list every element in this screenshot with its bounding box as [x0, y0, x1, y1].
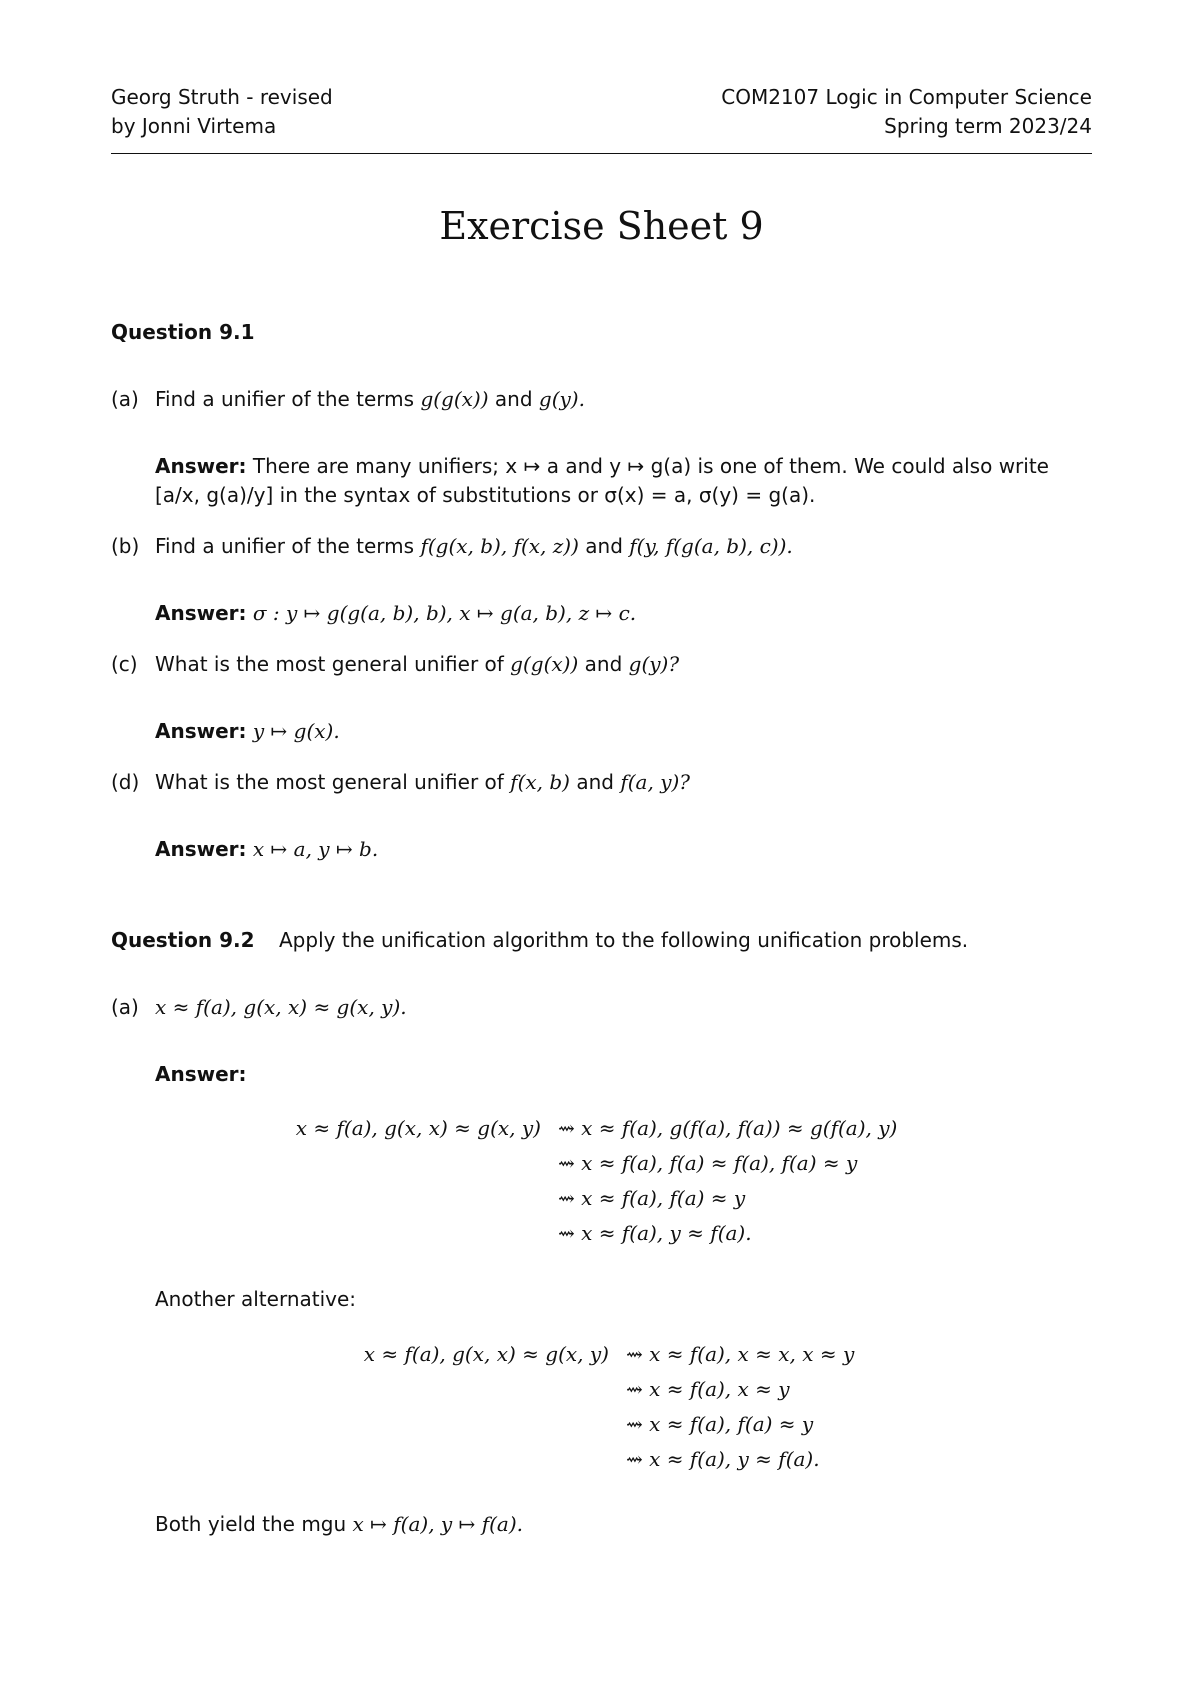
derivation-step: ⇝ x ≈ f(a), f(a) ≈ f(a), f(a) ≈ y: [558, 1151, 858, 1175]
page-title: Exercise Sheet 9: [439, 204, 764, 248]
math-term: f(x, b): [510, 770, 570, 794]
part-label: (d): [111, 770, 140, 794]
header-reviser: by Jonni Virtema: [111, 114, 277, 138]
answer-text-line1: There are many unifiers; x ↦ a and y ↦ g(a) is one of them. We could also write: [252, 454, 1049, 478]
connector-text: and: [576, 770, 614, 794]
conclusion-math: x ↦ f(a), y ↦ f(a).: [352, 1512, 523, 1536]
derivation-step: ⇝ x ≈ f(a), g(f(a), f(a)) ≈ g(f(a), y): [558, 1116, 898, 1140]
answer-label: Answer:: [155, 719, 247, 743]
question-9-1-title: Question 9.1: [111, 320, 255, 344]
connector-text: and: [584, 652, 623, 676]
conclusion-text: Both yield the mgu: [155, 1512, 347, 1536]
part-label: (a): [111, 995, 139, 1019]
connector-text: and: [494, 387, 533, 411]
math-term: f(y, f(g(a, b), c)).: [629, 534, 793, 558]
conclusion: [155, 1510, 523, 1539]
header-right: [721, 83, 1092, 141]
answer-label: Answer:: [155, 601, 247, 625]
q1-part-d: [111, 768, 690, 797]
answer-math: σ : y ↦ g(g(a, b), b), x ↦ g(a, b), z ↦ c.: [252, 601, 637, 625]
q1-part-a: [111, 385, 585, 414]
part-prompt: Find a unifier of the terms: [155, 534, 415, 558]
answer-label: Answer:: [155, 837, 247, 861]
math-problem: x ≈ f(a), g(x, x) ≈ g(x, y).: [155, 995, 407, 1019]
derivation-step: ⇝ x ≈ f(a), f(a) ≈ y: [558, 1186, 746, 1210]
q1-part-d-answer: [155, 835, 1091, 864]
q1-part-a-answer: [155, 452, 1091, 510]
part-prompt: What is the most general unifier of: [155, 770, 504, 794]
alternative-label: Another alternative:: [155, 1287, 357, 1311]
answer-math: y ↦ g(x).: [252, 719, 340, 743]
derivation-lhs: x ≈ f(a), g(x, x) ≈ g(x, y): [295, 1116, 541, 1140]
answer-label: Answer:: [155, 1062, 247, 1086]
derivation-lhs: x ≈ f(a), g(x, x) ≈ g(x, y): [363, 1342, 609, 1366]
header-term: Spring term 2023/24: [884, 114, 1092, 138]
answer-text-line2: [a/x, g(a)/y] in the syntax of substitutions or σ(x) = a, σ(y) = g(a).: [155, 483, 816, 507]
q2-part-a-answer-label: [155, 1060, 247, 1089]
math-term: g(y)?: [628, 652, 680, 676]
q1-part-b-answer: [155, 599, 1091, 628]
question-9-2-title: Question 9.2: [111, 928, 255, 952]
part-label: (c): [111, 652, 138, 676]
derivation-step: ⇝ x ≈ f(a), y ≈ f(a).: [558, 1221, 752, 1245]
math-term: f(a, y)?: [620, 770, 691, 794]
q1-part-b: [111, 532, 793, 561]
math-term: g(g(x)): [510, 652, 579, 676]
header-course: COM2107 Logic in Computer Science: [721, 85, 1092, 109]
header-left: [111, 83, 333, 141]
math-term: f(g(x, b), f(x, z)): [420, 534, 579, 558]
part-label: (b): [111, 534, 140, 558]
q2-part-a: [111, 993, 407, 1022]
derivation-step: ⇝ x ≈ f(a), x ≈ y: [626, 1377, 790, 1401]
question-9-2-intro: Apply the unification algorithm to the following unification problems.: [279, 928, 969, 952]
part-prompt: What is the most general unifier of: [155, 652, 504, 676]
page-header: [111, 83, 1092, 154]
answer-math: x ↦ a, y ↦ b.: [252, 837, 379, 861]
q1-part-c-answer: [155, 717, 1091, 746]
header-author: Georg Struth - revised: [111, 85, 333, 109]
derivation-step: ⇝ x ≈ f(a), f(a) ≈ y: [626, 1412, 814, 1436]
derivation-step: ⇝ x ≈ f(a), x ≈ x, x ≈ y: [626, 1342, 855, 1366]
part-label: (a): [111, 387, 139, 411]
math-term: g(y).: [538, 387, 585, 411]
math-term: g(g(x)): [420, 387, 489, 411]
derivation-step: ⇝ x ≈ f(a), y ≈ f(a).: [626, 1447, 820, 1471]
part-prompt: Find a unifier of the terms: [155, 387, 415, 411]
connector-text: and: [585, 534, 623, 558]
q1-part-c: [111, 650, 679, 679]
answer-label: Answer:: [155, 454, 247, 478]
